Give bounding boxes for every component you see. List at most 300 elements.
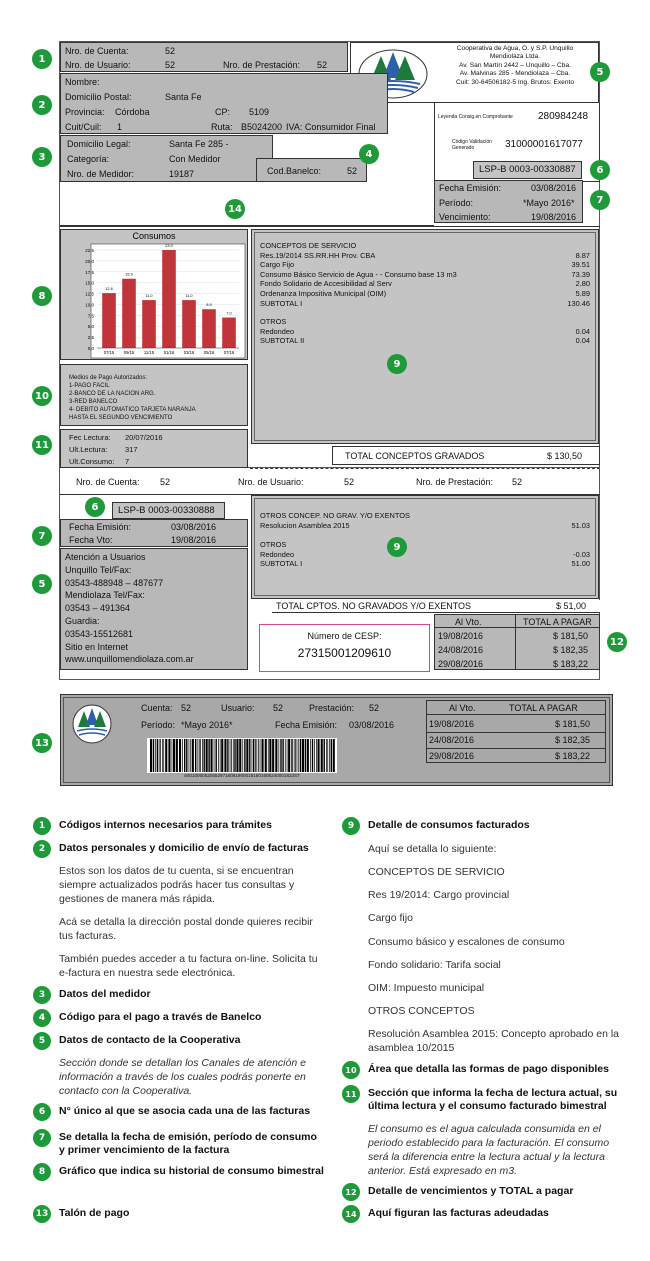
concept-value: 2.80 [575, 279, 590, 289]
barcode [147, 738, 337, 773]
barcode-bar [253, 739, 254, 772]
internal-codes-box [60, 42, 348, 72]
codigo-label-1: Código Validación [452, 139, 492, 145]
chart-value-label: 15.9 [125, 272, 133, 277]
barcode-bar [318, 739, 320, 772]
chart-y-tick: 15,0 [85, 280, 94, 286]
payment-method-item: 3-RED BANELCO [69, 399, 118, 405]
legend-9-item: Res 19/2014: Cargo provincial [368, 889, 510, 901]
debts-line [60, 226, 600, 227]
non-taxed-box [251, 495, 599, 599]
legend-title-4: Código para el pago a través de Banelco [59, 1011, 262, 1023]
debts-area [60, 183, 434, 226]
concept-label: Cargo Fijo [260, 260, 295, 270]
chart-y-tick: 10,0 [85, 302, 94, 308]
contact-website: www.unquillomendiolaza.com.ar [65, 654, 194, 665]
legend-9-item: Fondo solidario: Tarifa social [368, 959, 501, 971]
legend-badge-5: 5 [33, 1032, 51, 1050]
lower-vto-label: Fecha Vto: [69, 535, 113, 545]
barcode-bar [312, 739, 313, 772]
prestacion-label: Nro. de Prestación: [223, 60, 301, 70]
chart-bar [122, 279, 136, 348]
non-taxed-otros-value: 51.00 [571, 559, 590, 569]
barcode-bar [192, 739, 194, 772]
legend-title-5: Datos de contacto de la Cooperativa [59, 1034, 241, 1046]
legend-title-2: Datos personales y domicilio de envío de facturas [59, 842, 309, 854]
non-taxed-title: OTROS CONCEP. NO GRAV. Y/O EXENTOS [260, 511, 410, 520]
banelco-box [256, 158, 367, 182]
stub-cuenta-label: Cuenta: [141, 703, 173, 713]
reading-box [60, 429, 248, 468]
chart-y-tick: 20,0 [85, 258, 94, 264]
barcode-bar [291, 739, 292, 772]
barcode-bar [186, 739, 187, 772]
barcode-bar [275, 739, 277, 772]
barcode-bar [216, 739, 217, 772]
concept-value: 5.89 [575, 288, 590, 298]
legend-badge-9: 9 [342, 817, 360, 835]
chart-y-tick: 2,5 [87, 335, 94, 341]
categoria-value: Con Medidor [169, 154, 221, 164]
barcode-bar [221, 739, 223, 772]
medidor-value: 19187 [169, 169, 195, 179]
barcode-bar [257, 739, 258, 772]
badge-7b: 7 [32, 526, 52, 546]
due-date-3: 29/08/2016 [438, 659, 484, 669]
concept-row [260, 289, 590, 299]
iva-value: IVA: Consumidor Final [286, 122, 376, 132]
chart-value-label: 11.0 [145, 294, 153, 299]
otros-title: OTROS [260, 317, 287, 327]
periodo-label: Período: [439, 198, 474, 208]
barcode-bar [198, 739, 199, 772]
non-taxed-otros-row [260, 550, 590, 560]
payment-methods-title: Medios de Pago Autorizados: [69, 375, 148, 381]
coop-name-2: Mendiolaza Ltda. [489, 53, 541, 61]
barcode-bar [326, 739, 327, 772]
concept-value: 8.87 [575, 250, 590, 260]
non-taxed-otros-row [260, 559, 590, 569]
vencimiento-label: Vencimiento: [439, 212, 491, 222]
chart-value-label: 8.9 [206, 303, 212, 308]
chart-x-tick: 09/15 [123, 350, 135, 355]
stub-date-2: 24/08/2016 [429, 735, 475, 745]
barcode-bar [244, 739, 245, 772]
lsp-value-lower: LSP-B 0003-00330888 [118, 505, 215, 516]
barcode-bar [218, 739, 219, 772]
stub-col-total: TOTAL A PAGAR [509, 703, 578, 713]
due-total-1: $ 181,50 [553, 631, 589, 641]
barcode-bar [189, 739, 190, 772]
barcode-bar [155, 739, 156, 772]
dom-legal-label: Domicilio Legal: [67, 139, 131, 149]
barcode-bar [239, 739, 241, 772]
barcode-bar [265, 739, 267, 772]
concept-row [260, 251, 590, 261]
barcode-bar [305, 739, 306, 772]
stub-prestacion-label: Prestación: [309, 703, 355, 713]
barcode-bar [260, 739, 261, 772]
lower-usuario-value: 52 [344, 477, 355, 487]
barcode-bar [262, 739, 264, 772]
badge-8: 8 [32, 286, 52, 306]
barcode-number: 8401000052055297160819000181501608240001823S7 [184, 773, 300, 778]
badge-13: 13 [32, 733, 52, 753]
barcode-bar [204, 739, 205, 772]
stub-prestacion-value: 52 [369, 703, 380, 713]
non-taxed-otros-label: SUBTOTAL I [260, 559, 303, 569]
usuario-value: 52 [165, 60, 176, 70]
stub-due-table [426, 700, 606, 763]
chart-y-tick: 12,5 [85, 291, 94, 297]
barcode-bar [199, 739, 200, 772]
badge-1: 1 [32, 49, 52, 69]
chart-title: Consumos [132, 231, 176, 241]
barcode-bar [160, 739, 161, 772]
badge-9: 9 [387, 354, 407, 374]
barcode-bar [150, 739, 152, 772]
barcode-bar [231, 739, 232, 772]
barcode-bar [268, 739, 269, 772]
barcode-bar [255, 739, 256, 772]
barcode-bar [195, 739, 196, 772]
legend-text-2c: También puedes acceder a tu factura on-line. Solicita tu e-factura en nuestra sede electrónica. [59, 953, 318, 979]
concept-value: 130.46 [567, 298, 590, 308]
legend-9-item: Cargo fijo [368, 912, 413, 924]
lsp-box-lower [112, 502, 225, 519]
lower-cuenta-value: 52 [160, 477, 171, 487]
stub-emision-value: 03/08/2016 [349, 720, 395, 730]
barcode-bar [252, 739, 253, 772]
cuit-value: 1 [117, 122, 123, 132]
barcode-bar [179, 739, 181, 772]
legend-title-12: Detalle de vencimientos y TOTAL a pagar [368, 1185, 574, 1197]
barcode-bar [269, 739, 271, 772]
banelco-value: 52 [347, 166, 358, 176]
cesp-label: Número de CESP: [307, 631, 382, 641]
legend-title-1: Códigos internos necesarios para trámites [59, 819, 272, 831]
lower-usuario-label: Nro. de Usuario: [238, 477, 304, 487]
badge-5b: 5 [32, 574, 52, 594]
contact-line: Atención a Usuarios [65, 552, 146, 562]
legend-badge-6: 6 [33, 1103, 51, 1121]
due-total-2: $ 182,35 [553, 645, 589, 655]
concept-label: Res.19/2014 SS.RR.HH Prov. CBA [260, 250, 376, 260]
coop-name-1: Cooperativa de Agua, O. y S.P. Unquillo [456, 45, 574, 52]
ruta-value: B5024200 [241, 122, 283, 132]
lower-vto-value: 19/08/2016 [171, 535, 217, 545]
cuenta-value: 52 [165, 46, 176, 56]
due-col-total: TOTAL A PAGAR [523, 617, 592, 627]
total-gravados-label: TOTAL CONCEPTOS GRAVADOS [345, 451, 485, 461]
barcode-bar [208, 739, 209, 772]
barcode-bar [230, 739, 231, 772]
legend-title-10: Área que detalla las formas de pago disponibles [368, 1063, 609, 1075]
banelco-label: Cod.Banelco: [267, 166, 322, 176]
lsp-box [473, 161, 582, 179]
concept-value: 39.51 [571, 260, 590, 270]
barcode-bar [288, 739, 290, 772]
legend-badge-14: 14 [342, 1205, 360, 1223]
non-taxed-otros-value: -0.03 [573, 549, 590, 559]
chart-bar [222, 318, 236, 348]
stub-date-3: 29/08/2016 [429, 751, 475, 761]
chart-x-tick: 11/15 [143, 350, 155, 355]
chart-bar [162, 250, 176, 348]
chart-value-label: 7.0 [226, 311, 232, 316]
chart-bar [142, 300, 156, 348]
barcode-bar [220, 739, 221, 772]
ult-lectura-value: 317 [125, 445, 138, 454]
non-taxed-label: Resolucion Asamblea 2015 [260, 520, 350, 530]
lower-prestacion-value: 52 [512, 477, 523, 487]
provincia-value: Córdoba [115, 107, 150, 117]
payment-method-item: 4- DEBITO AUTOMATICO TARJETA NARANJA [69, 407, 196, 413]
stub-date-1: 19/08/2016 [429, 719, 475, 729]
legend-9-item: CONCEPTOS DE SERVICIO [368, 866, 505, 878]
barcode-bar [295, 739, 296, 772]
barcode-bar [324, 739, 325, 772]
dates-box [434, 180, 583, 223]
ult-consumo-label: Ult.Consumo: [69, 457, 115, 466]
provincia-label: Provincia: [65, 107, 105, 117]
chart-x-tick: 01/16 [163, 350, 175, 355]
codigo-label-2: Generado [452, 145, 475, 151]
meter-data-box [60, 135, 273, 182]
barcode-bar [246, 739, 248, 772]
legend-text-2a: Estos son los datos de tu cuenta, si se encuentran siempre actualizados podrás hacer tus consultas y gestiones de manera más rápida. [59, 865, 295, 905]
badge-6b: 6 [85, 497, 105, 517]
legend-title-11: Sección que informa la fecha de lectura actual, su última lectura y el consumo facturado bimestral [368, 1087, 618, 1112]
lower-emision-value: 03/08/2016 [171, 522, 217, 532]
legend-9-item: Resolución Asamblea 2015: Concepto aprobado en la asamblea 10/2015 [368, 1028, 620, 1054]
ruta-label: Ruta: [211, 122, 233, 132]
contact-line: Mendiolaza Tel/Fax: [65, 590, 145, 601]
otros-value: 0.04 [575, 336, 590, 346]
contact-line: 03543-15512681 [65, 628, 134, 639]
barcode-bar [272, 739, 274, 772]
barcode-bar [224, 739, 226, 772]
concept-label: Fondo Solidario de Accesibilidad al Serv [260, 279, 392, 289]
legend-text-2b: Acá se detalla la dirección postal donde quieres recibir tus facturas. [59, 916, 313, 942]
legend-badge-3: 3 [33, 986, 51, 1004]
legend-title-14: Aquí figuran las facturas adeudadas [368, 1207, 549, 1219]
stub-logo-icon [69, 703, 115, 745]
barcode-bar [329, 739, 330, 772]
barcode-bar [314, 739, 315, 772]
barcode-bar [236, 739, 238, 772]
barcode-bar [206, 739, 208, 772]
total-gravados-value: $ 130,50 [547, 451, 583, 461]
barcode-bar [202, 739, 203, 772]
legend-title-7: Se detalla la fecha de emisión, período de consumo y primer vencimiento de la factura [59, 1131, 317, 1156]
barcode-bar [190, 739, 191, 772]
domicilio-label: Domicilio Postal: [65, 92, 132, 102]
payment-stub [60, 694, 613, 786]
barcode-bar [227, 739, 228, 772]
concept-label: SUBTOTAL I [260, 298, 303, 308]
non-taxed-otros-label: Redondeo [260, 549, 295, 559]
cesp-value: 27315001209610 [297, 646, 392, 660]
chart-y-tick: 17,5 [85, 269, 94, 275]
concept-label: Consumo Básico Servicio de Agua - - Consumo base 13 m3 [260, 269, 457, 279]
contact-line: 03543 – 491364 [65, 603, 131, 614]
personal-data-box [60, 73, 388, 134]
payment-methods-box [60, 364, 248, 426]
barcode-bar [163, 739, 164, 772]
barcode-bar [316, 739, 317, 772]
categoria-label: Categoría: [67, 154, 110, 164]
coop-info [433, 45, 597, 87]
contact-line: Sitio en Internet [65, 641, 129, 652]
barcode-bar [176, 739, 178, 772]
chart-value-label: 11.0 [185, 294, 193, 299]
stub-total-1: $ 181,50 [555, 719, 591, 729]
barcode-bar [234, 739, 235, 772]
otros-row [260, 336, 590, 346]
payment-method-item: 2-BANCO DE LA NACION ARG. [69, 391, 156, 397]
lower-dates-box [60, 519, 248, 547]
barcode-bar [327, 739, 328, 772]
total-non-taxed-value: $ 51,00 [556, 601, 587, 611]
otros-row [260, 327, 590, 337]
total-non-taxed-box [272, 600, 600, 613]
legend-9-item: Consumo básico y escalones de consumo [368, 936, 565, 948]
barcode-bar [173, 739, 175, 772]
contact-line: Unquillo Tel/Fax: [65, 564, 132, 575]
domicilio-value: Santa Fe [165, 92, 202, 102]
barcode-bar [300, 739, 301, 772]
cp-label: CP: [215, 107, 231, 117]
legend-9-item: OIM: Impuesto municipal [368, 982, 485, 994]
legend-title-6: N° único al que se asocia cada una de las facturas [59, 1105, 311, 1117]
stub-periodo-label: Período: [141, 720, 176, 730]
payment-method-item: 1-PAGO FACIL [69, 383, 110, 389]
chart-bar [182, 300, 196, 348]
legend-title-13: Talón de pago [59, 1207, 130, 1219]
lsp-value: LSP-B 0003-00330887 [479, 164, 576, 175]
barcode-bar [159, 739, 160, 772]
barcode-bar [157, 739, 158, 772]
barcode-bar [310, 739, 311, 772]
barcode-bar [280, 739, 281, 772]
legend-title-9: Detalle de consumos facturados [368, 819, 530, 831]
due-col-vto: Al Vto. [455, 617, 482, 627]
consumption-chart [61, 230, 247, 359]
medidor-label: Nro. de Medidor: [67, 169, 135, 179]
badge-4: 4 [359, 144, 379, 164]
legend-text-5: Sección donde se detallan los Canales de atención e información a través de los cuales podrás ponerte en contacto con la Cooperativa. [59, 1057, 306, 1097]
codigo-value: 31000001617077 [505, 139, 583, 150]
concept-label: Ordenanza Impositiva Municipal (OIM) [260, 288, 387, 298]
stub-col-vto: Al Vto. [449, 703, 476, 713]
total-non-taxed-label: TOTAL CPTOS. NO GRAVADOS Y/O EXENTOS [276, 601, 472, 611]
stub-cuenta-value: 52 [181, 703, 192, 713]
lower-codes-row [60, 476, 600, 492]
dom-legal-value: Santa Fe 285 - [169, 139, 229, 149]
stub-total-3: $ 183,22 [555, 751, 591, 761]
stub-emision-label: Fecha Emisión: [275, 720, 338, 730]
consumption-chart-box [60, 229, 248, 360]
barcode-bar [200, 739, 201, 772]
barcode-bar [285, 739, 286, 772]
chart-x-tick: 07/15 [103, 350, 115, 355]
cuit-label: Cuit/Cuil: [65, 122, 102, 132]
chart-y-tick: 7,5 [87, 313, 94, 319]
lower-emision-label: Fecha Emisión: [69, 522, 132, 532]
non-taxed-row [260, 521, 590, 531]
chart-value-label: 23.0 [165, 244, 173, 248]
concept-row [260, 279, 590, 289]
barcode-bar [162, 739, 163, 772]
stub-usuario-label: Usuario: [221, 703, 255, 713]
badge-6: 6 [590, 160, 610, 180]
due-total-3: $ 183,22 [553, 659, 589, 669]
legend-text-11: El consumo es el agua calculada consumida en el periodo establecido para la facturación. El consumo será la diferencia entre la lectura actual y la lectura anterior. Está expresado en m3. [368, 1123, 610, 1177]
concepts-list [260, 241, 590, 346]
fec-lectura-label: Fec Lectura: [69, 433, 111, 442]
chart-y-tick: 5,0 [87, 324, 94, 330]
stub-periodo-value: *Mayo 2016* [181, 720, 233, 730]
barcode-bar [242, 739, 243, 772]
non-taxed-value: 51.03 [571, 520, 590, 530]
badge-11: 11 [32, 435, 52, 455]
badge-2: 2 [32, 95, 52, 115]
total-gravados-box [332, 446, 600, 465]
coop-addr-1: Av. San Martín 2442 – Unquillo – Cba. [459, 61, 571, 69]
badge-10: 10 [32, 386, 52, 406]
legend-title-3: Datos del medidor [59, 988, 151, 1000]
emision-value: 03/08/2016 [531, 183, 577, 193]
legend-badge-1: 1 [33, 817, 51, 835]
non-taxed-list [260, 511, 590, 569]
badge-12: 12 [607, 632, 627, 652]
contact-lines [65, 551, 194, 666]
barcode-bar [153, 739, 154, 772]
otros-label: SUBTOTAL II [260, 336, 305, 346]
legend-badge-7: 7 [33, 1129, 51, 1147]
usuario-label: Nro. de Usuario: [65, 60, 131, 70]
legend-badge-8: 8 [33, 1163, 51, 1181]
barcode-bar [172, 739, 173, 772]
chart-value-label: 12.6 [105, 287, 113, 292]
barcode-bar [302, 739, 304, 772]
concept-row [260, 299, 590, 309]
chart-x-tick: 07/16 [223, 350, 235, 355]
concept-row [260, 260, 590, 270]
coop-cuit: Cuit: 30-64506182-5 Ing. Brutos: Exento [455, 78, 575, 86]
stub-usuario-value: 52 [273, 703, 284, 713]
barcode-bar [321, 739, 323, 772]
barcode-bar [279, 739, 280, 772]
barcode-bar [294, 739, 295, 772]
ult-consumo-value: 7 [125, 457, 130, 466]
barcode-bar [211, 739, 213, 772]
chart-x-tick: 03/16 [183, 350, 195, 355]
badge-3: 3 [32, 147, 52, 167]
concept-value: 73.39 [571, 269, 590, 279]
badge-14: 14 [225, 199, 245, 219]
chart-bar [202, 309, 216, 348]
barcode-bar [168, 739, 170, 772]
prestacion-value: 52 [317, 60, 328, 70]
contact-box [60, 548, 248, 670]
barcode-bar [297, 739, 298, 772]
legend-9-item: Aquí se detalla lo siguiente: [368, 843, 497, 855]
barcode-bar [298, 739, 299, 772]
barcode-bar [287, 739, 288, 772]
leyenda-value: 280984248 [538, 111, 589, 122]
